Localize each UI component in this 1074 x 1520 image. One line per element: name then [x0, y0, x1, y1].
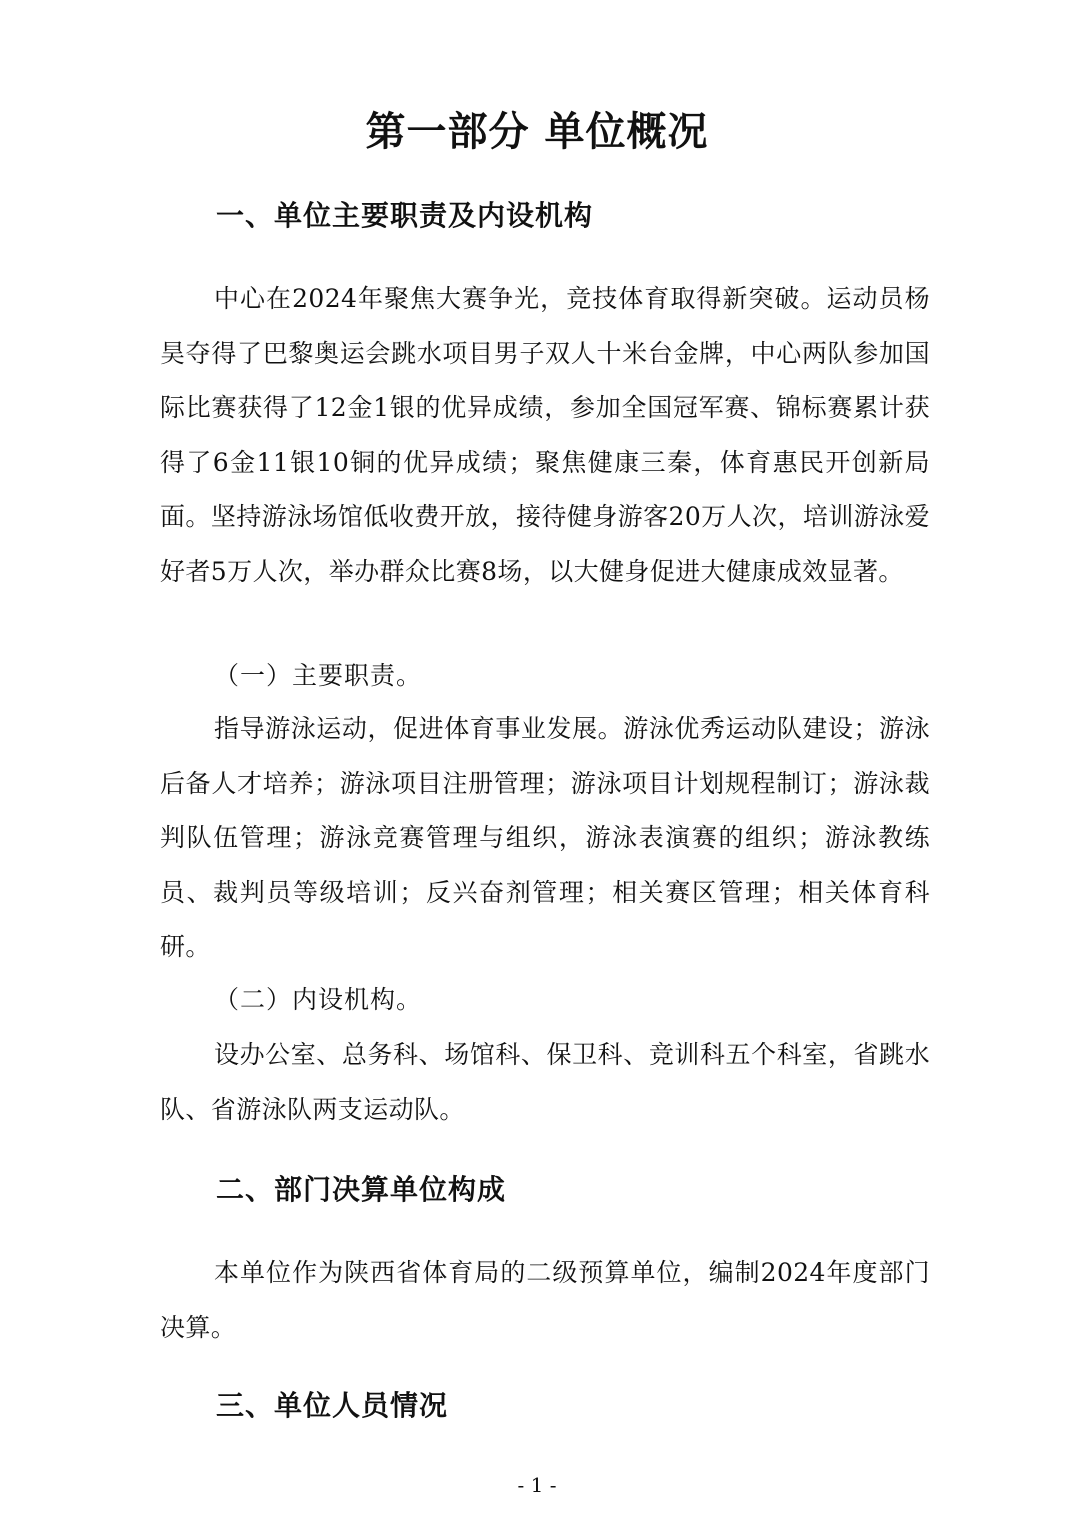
units-paragraph: 本单位作为陕西省体育局的二级预算单位，编制2024年度部门决算。: [160, 1258, 930, 1342]
section-heading-staff: 三、单位人员情况: [216, 1389, 449, 1422]
structure-paragraph: 设办公室、总务科、场馆科、保卫科、竞训科五个科室，省跳水队、省游泳队两支运动队。: [160, 1040, 930, 1124]
page-number: - 1 -: [517, 1473, 557, 1497]
section-heading-duties: 一、单位主要职责及内设机构: [216, 199, 594, 232]
subheading-internal-structure: （二）内设机构。: [214, 985, 423, 1014]
page-title: 第一部分 单位概况: [365, 108, 709, 155]
duties-paragraph: 指导游泳运动，促进体育事业发展。游泳优秀运动队建设；游泳后备人才培养；游泳项目注册管理；游泳项目计划规程制订；游泳裁判队伍管理；游泳竞赛管理与组织，游泳表演赛的组织；游泳教练员、裁判员等级培训；反兴奋剂管理；相关赛区管理；相关体育科研。: [160, 714, 930, 962]
intro-paragraph: 中心在2024年聚焦大赛争光，竞技体育取得新突破。运动员杨昊夺得了巴黎奥运会跳水项目男子双人十米台金牌，中心两队参加国际比赛获得了12金1银的优异成绩，参加全国冠军赛、锦标赛累计获得了6金11银10铜的优异成绩；聚焦健康三秦，体育惠民开创新局面。坚持游泳场馆低收费开放，接待健身游客20万人次，培训游泳爱好者5万人次，举办群众比赛8场，以大健身促进大健康成效显著。: [160, 284, 930, 586]
section-heading-units: 二、部门决算单位构成: [216, 1173, 507, 1206]
subheading-main-duties: （一）主要职责。: [214, 661, 423, 690]
